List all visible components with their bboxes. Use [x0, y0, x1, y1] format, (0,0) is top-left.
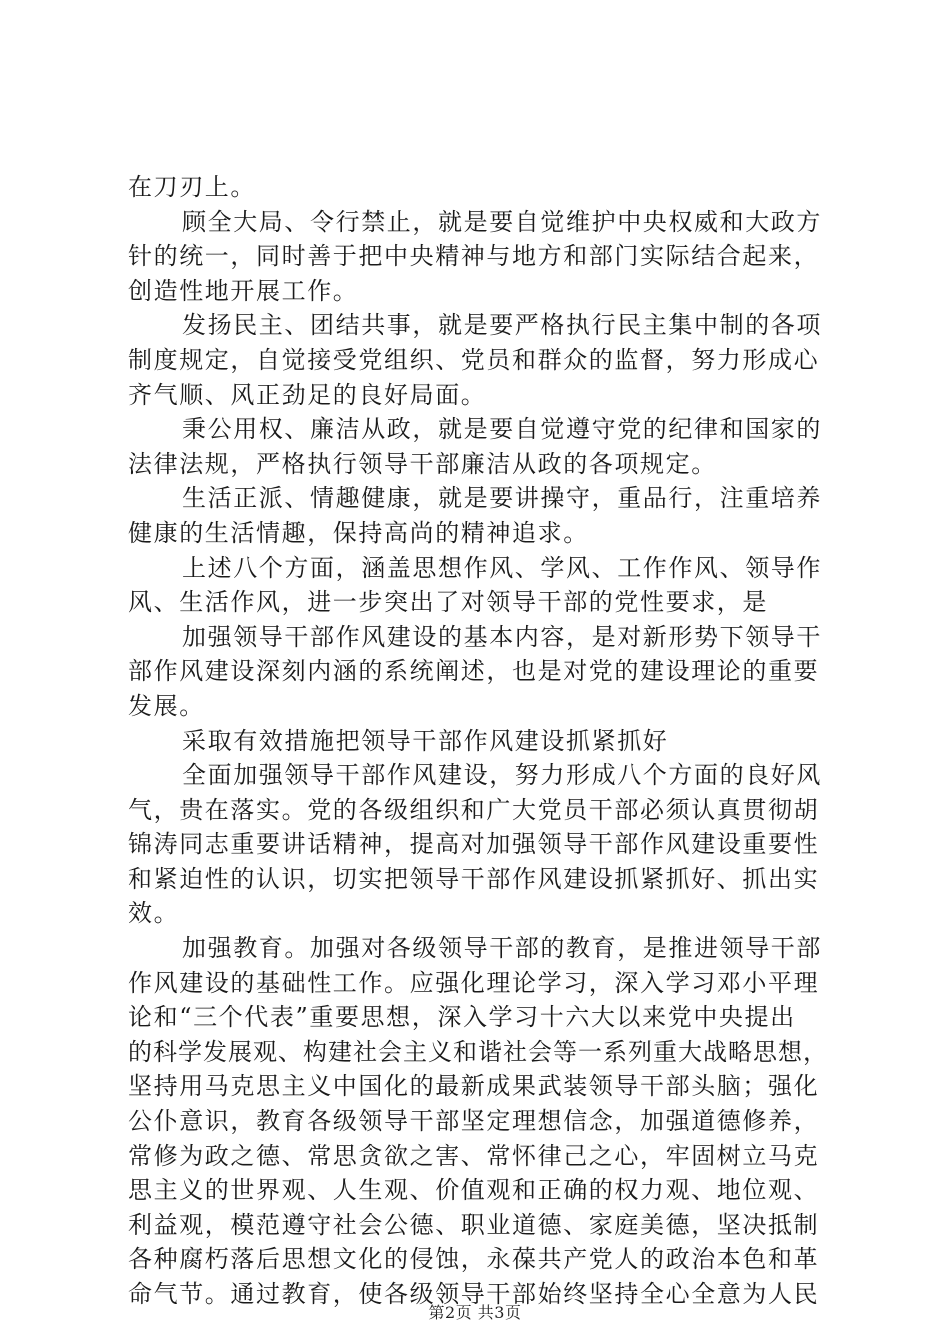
text-line: 全面加强领导干部作风建设，努力形成八个方面的良好风: [182, 761, 822, 790]
text-line: 在刀刃上。: [128, 173, 256, 201]
text-line: 坚持用马克思主义中国化的最新成果武装领导干部头脑；强化: [128, 1072, 820, 1101]
text-line: 命气节。通过教育，使各级领导干部始终坚持全心全意为人民: [128, 1280, 820, 1308]
text-line: 发扬民主、团结共事，就是要严格执行民主集中制的各项: [182, 311, 822, 340]
text-line: 发展。: [128, 691, 205, 720]
page-number-footer: 第2页 共3页: [428, 1303, 522, 1322]
text-line: 秉公用权、廉洁从政，就是要自觉遵守党的纪律和国家的: [182, 415, 822, 444]
text-line: 公仆意识，教育各级领导干部坚定理想信念，加强道德修养，: [128, 1107, 820, 1136]
text-line: 风、生活作风，进一步突出了对领导干部的党性要求，是: [128, 588, 768, 617]
text-line: 锦涛同志重要讲话精神，提高对加强领导干部作风建设重要性: [128, 830, 820, 859]
document-body: [128, 170, 832, 1312]
text-line: 常修为政之德、常思贪欲之害、常怀律己之心，牢固树立马克: [128, 1141, 820, 1170]
text-line: 加强领导干部作风建设的基本内容，是对新形势下领导干: [182, 622, 822, 651]
text-line: 齐气顺、风正劲足的良好局面。: [128, 380, 487, 409]
text-line: 气，贵在落实。党的各级组织和广大党员干部必须认真贯彻胡: [128, 795, 820, 824]
text-line: 论和“三个代表”重要思想，深入学习十六大以来党中央提出: [128, 1003, 796, 1032]
text-line: 上述八个方面，涵盖思想作风、学风、工作作风、领导作: [182, 553, 822, 582]
text-line: 部作风建设深刻内涵的系统阐述，也是对党的建设理论的重要: [128, 657, 820, 686]
text-line: 法律法规，严格执行领导干部廉洁从政的各项规定。: [128, 449, 717, 478]
text-line: 效。: [128, 899, 180, 928]
text-line: 顾全大局、令行禁止，就是要自觉维护中央权威和大政方: [182, 207, 822, 236]
text-line: 采取有效措施把领导干部作风建设抓紧抓好: [182, 726, 669, 755]
text-line: 创造性地开展工作。: [128, 276, 359, 305]
text-line: 健康的生活情趣，保持高尚的精神追求。: [128, 518, 589, 547]
text-line: 作风建设的基础性工作。应强化理论学习，深入学习邓小平理: [128, 968, 820, 997]
text-line: 和紧迫性的认识，切实把领导干部作风建设抓紧抓好、抓出实: [128, 864, 820, 893]
text-line: 利益观，模范遵守社会公德、职业道德、家庭美德，坚决抵制: [128, 1210, 820, 1239]
text-line: 生活正派、情趣健康，就是要讲操守，重品行，注重培养: [182, 484, 822, 513]
text-line: 针的统一，同时善于把中央精神与地方和部门实际结合起来，: [128, 242, 820, 271]
text-line: 各种腐朽落后思想文化的侵蚀，永葆共产党人的政治本色和革: [128, 1245, 820, 1274]
text-line: 制度规定，自觉接受党组织、党员和群众的监督，努力形成心: [128, 345, 820, 374]
text-line: 加强教育。加强对各级领导干部的教育，是推进领导干部: [182, 934, 822, 963]
text-line: 的科学发展观、构建社会主义和谐社会等一系列重大战略思想，: [128, 1037, 828, 1066]
text-line: 思主义的世界观、人生观、价值观和正确的权力观、地位观、: [128, 1176, 820, 1205]
